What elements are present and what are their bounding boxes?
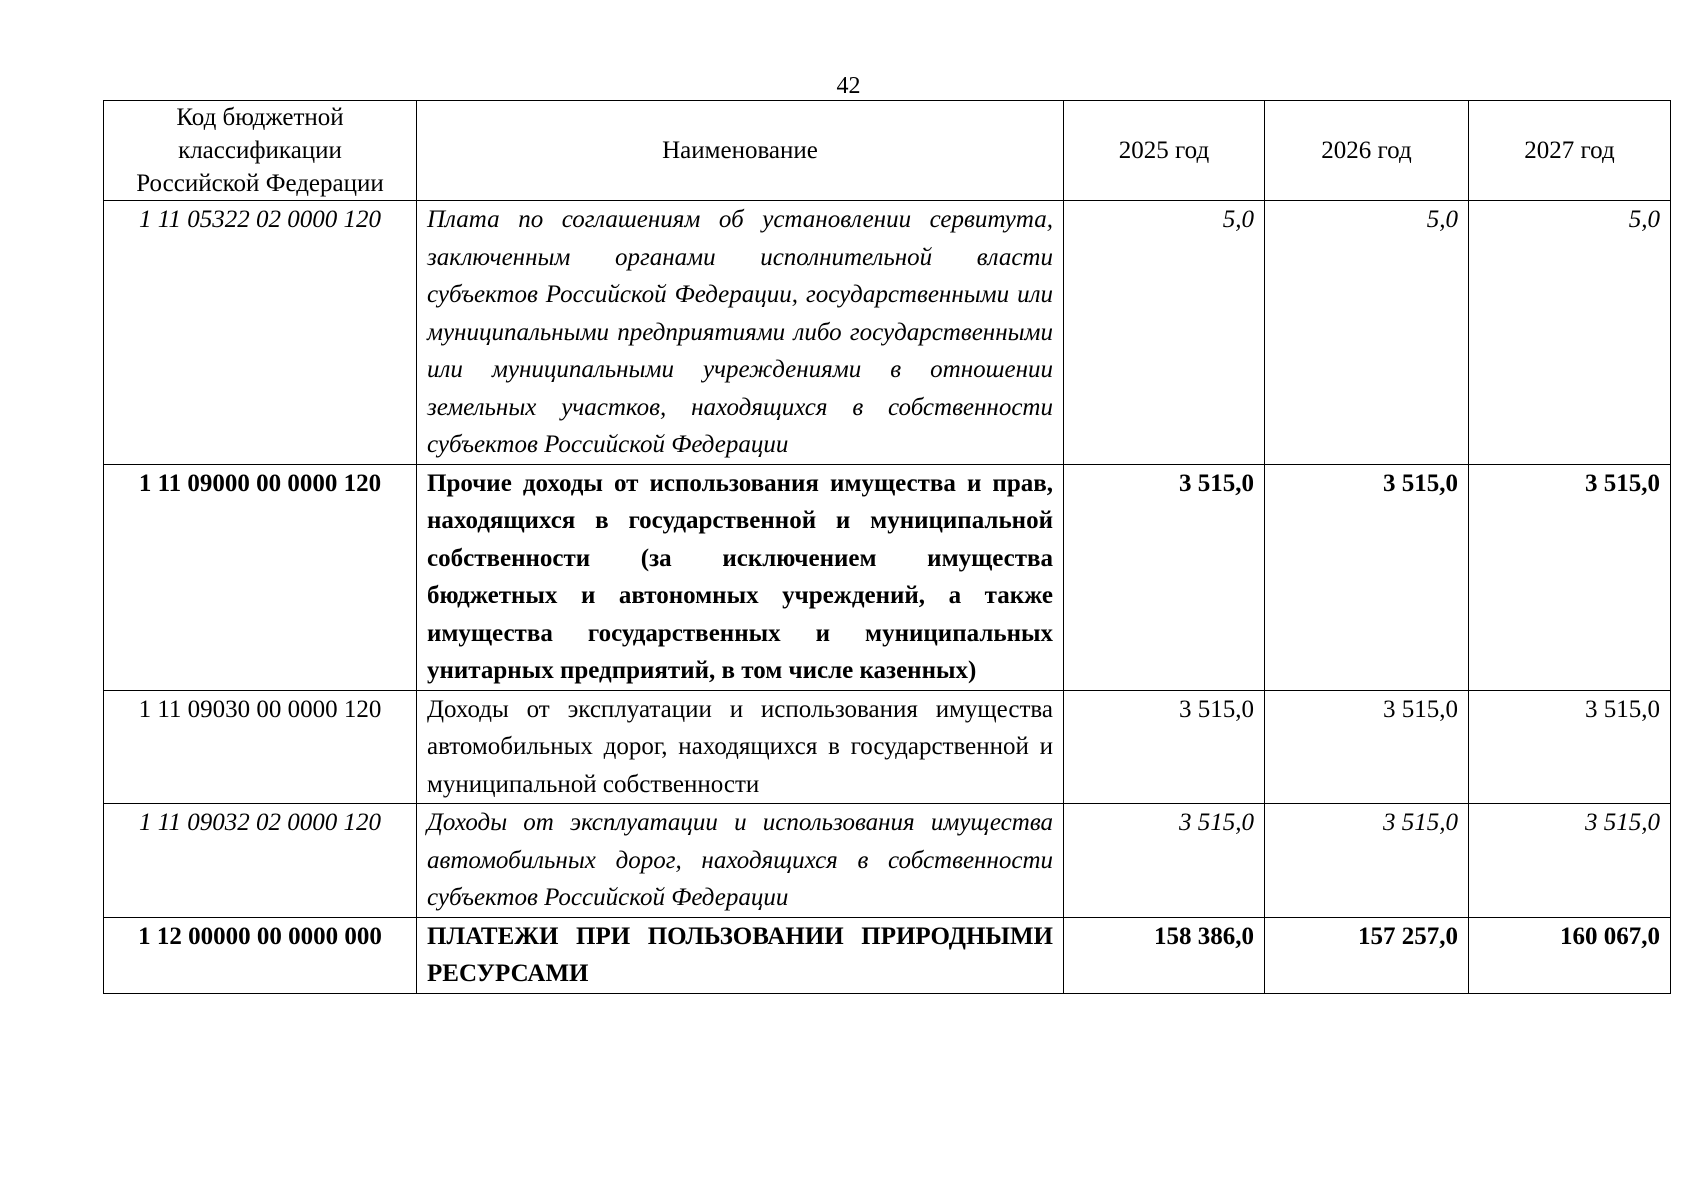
row-name: Прочие доходы от использования имущества и прав, находящихся в государственной и муниципальной собственности (за исключением имущества бюджетных и автономных учреждений, а также имущества государственных и муниципальных унитарных предприятий, в том числе казенных) — [417, 464, 1064, 690]
row-name: Доходы от эксплуатации и использования имущества автомобильных дорог, находящихся в собственности субъектов Российской Федерации — [417, 804, 1064, 918]
row-code: 1 12 00000 00 0000 000 — [104, 917, 417, 993]
table-row — [104, 201, 1671, 465]
row-code: 1 11 09000 00 0000 120 — [104, 464, 417, 690]
row-value-2026: 3 515,0 — [1265, 804, 1469, 918]
row-value-2027: 3 515,0 — [1469, 464, 1671, 690]
row-value-2027: 3 515,0 — [1469, 690, 1671, 804]
row-code: 1 11 05322 02 0000 120 — [104, 201, 417, 465]
row-value-2025: 158 386,0 — [1064, 917, 1265, 993]
table-header-row — [104, 101, 1671, 201]
header-2026: 2026 год — [1265, 101, 1469, 201]
table-row — [104, 464, 1671, 690]
row-value-2026: 5,0 — [1265, 201, 1469, 465]
row-code: 1 11 09030 00 0000 120 — [104, 690, 417, 804]
row-value-2027: 160 067,0 — [1469, 917, 1671, 993]
budget-table — [103, 100, 1671, 994]
row-value-2025: 3 515,0 — [1064, 464, 1265, 690]
header-2025: 2025 год — [1064, 101, 1265, 201]
table-row — [104, 804, 1671, 918]
table-row — [104, 917, 1671, 993]
row-code: 1 11 09032 02 0000 120 — [104, 804, 417, 918]
row-value-2026: 157 257,0 — [1265, 917, 1469, 993]
row-value-2025: 3 515,0 — [1064, 690, 1265, 804]
header-name: Наименование — [417, 101, 1064, 201]
header-code: Код бюджетной классификации Российской Федерации — [104, 101, 417, 201]
row-name: ПЛАТЕЖИ ПРИ ПОЛЬЗОВАНИИ ПРИРОДНЫМИ РЕСУРСАМИ — [417, 917, 1064, 993]
row-value-2025: 3 515,0 — [1064, 804, 1265, 918]
row-value-2027: 5,0 — [1469, 201, 1671, 465]
page-number: 42 — [836, 73, 861, 99]
row-value-2027: 3 515,0 — [1469, 804, 1671, 918]
row-value-2026: 3 515,0 — [1265, 690, 1469, 804]
row-name: Плата по соглашениям об установлении сервитута, заключенным органами исполнительной власти субъектов Российской Федерации, государственными или муниципальными предприятиями либо государственными или муниципальными учреждениями в отношении земельных участков, находящихся в собственности субъектов Российской Федерации — [417, 201, 1064, 465]
table-row — [104, 690, 1671, 804]
header-2027: 2027 год — [1469, 101, 1671, 201]
row-value-2025: 5,0 — [1064, 201, 1265, 465]
row-name: Доходы от эксплуатации и использования имущества автомобильных дорог, находящихся в государственной и муниципальной собственности — [417, 690, 1064, 804]
row-value-2026: 3 515,0 — [1265, 464, 1469, 690]
